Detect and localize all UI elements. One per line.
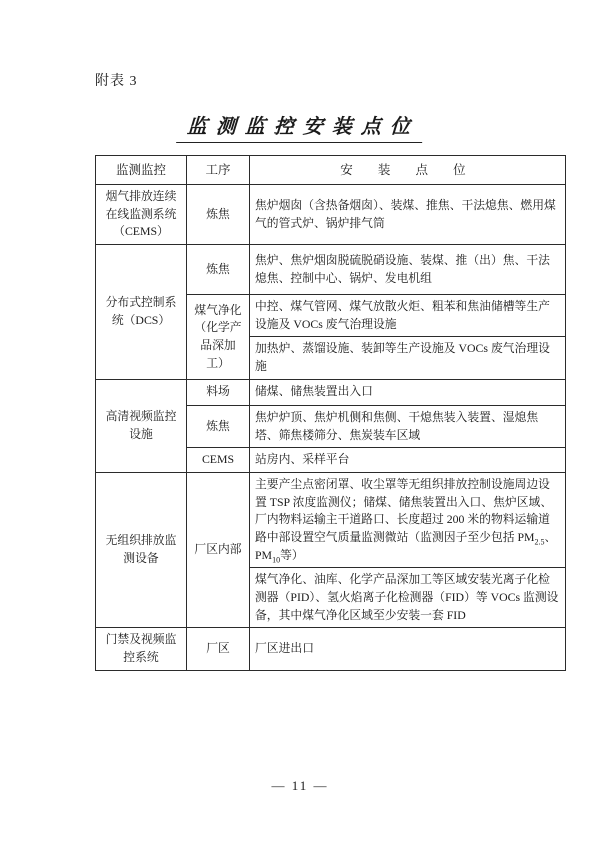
cell-process-dcs-coking: 炼焦: [187, 245, 250, 295]
cell-process-cems: 炼焦: [187, 185, 250, 245]
cell-points-access: 厂区进出口: [250, 628, 566, 670]
cell-system-cems: 烟气排放连续在线监测系统（CEMS）: [96, 185, 187, 245]
fugitive-points-text-pre: 主要产尘点密闭罩、收尘罩等无组织排放控制设施周边设置 TSP 浓度监测仪；储煤、储焦装置出入口、焦炉区域、厂内物料运输主干道路口、长度超过 200 米的物料运输道路中部设置空气质量监测微站（监测因子至少包括 PM: [255, 476, 553, 544]
appendix-label: 附表 3: [95, 74, 138, 89]
cell-system-access: 门禁及视频监控系统: [96, 628, 187, 670]
header-points-column: 安 装 点 位: [250, 156, 566, 185]
cell-process-fugitive: 厂区内部: [187, 472, 250, 628]
cell-process-video-yard: 料场: [187, 379, 250, 405]
table-row-fugitive-1: [96, 472, 566, 567]
table-header-row: [96, 156, 566, 185]
cell-points-video-yard: 储煤、储焦装置出入口: [250, 379, 566, 405]
table-row-access: [96, 628, 566, 670]
cell-points-fugitive-1: [250, 472, 566, 567]
table-row-dcs-coking: [96, 245, 566, 295]
header-process-column: 工序: [187, 156, 250, 185]
cell-system-dcs: 分布式控制系统（DCS）: [96, 245, 187, 380]
cell-points-video-cems: 站房内、采样平台: [250, 448, 566, 473]
title-container: [0, 110, 600, 143]
page-number: — 11 —: [271, 778, 329, 793]
document-title: 监测监控安装点位: [176, 110, 424, 143]
cell-process-video-coking: 炼焦: [187, 405, 250, 447]
monitoring-points-table: [95, 155, 566, 671]
cell-system-video: 高清视频监控设施: [96, 379, 187, 472]
cell-points-dcs-gas-2: 加热炉、蒸馏设施、装卸等生产设施及 VOCs 废气治理设施: [250, 337, 566, 379]
pm10-subscript: 10: [272, 554, 281, 564]
header-system-column: 监测监控: [96, 156, 187, 185]
cell-process-access: 厂区: [187, 628, 250, 670]
fugitive-points-text-mid: 、PM: [255, 529, 557, 562]
cell-points-video-coking: 焦炉炉顶、焦炉机侧和焦侧、干熄焦装入装置、湿熄焦塔、筛焦楼筛分、焦炭装车区域: [250, 405, 566, 447]
cell-points-dcs-coking: 焦炉、焦炉烟囱脱硫脱硝设施、装煤、推（出）焦、干法熄焦、控制中心、锅炉、发电机组: [250, 245, 566, 295]
cell-points-fugitive-2: 煤气净化、油库、化学产品深加工等区域安装光离子化检测器（PID）、氢火焰离子化检测器（FID）等 VOCs 监测设备，其中煤气净化区域至少安装一套 FID: [250, 568, 566, 628]
cell-process-video-cems: CEMS: [187, 448, 250, 473]
pm25-subscript: 2.5: [534, 537, 545, 547]
cell-system-fugitive: 无组织排放监测设备: [96, 472, 187, 628]
cell-points-dcs-gas-1: 中控、煤气管网、煤气放散火炬、粗苯和焦油储槽等生产设施及 VOCs 废气治理设施: [250, 295, 566, 337]
fugitive-points-text-post: 等）: [280, 547, 304, 562]
table-row-video-yard: [96, 379, 566, 405]
table-row-cems: [96, 185, 566, 245]
cell-points-cems: 焦炉烟囱（含热备烟囱）、装煤、推焦、干法熄焦、燃用煤气的管式炉、锅炉排气筒: [250, 185, 566, 245]
cell-process-dcs-gas: 煤气净化（化学产品深加工）: [187, 295, 250, 380]
